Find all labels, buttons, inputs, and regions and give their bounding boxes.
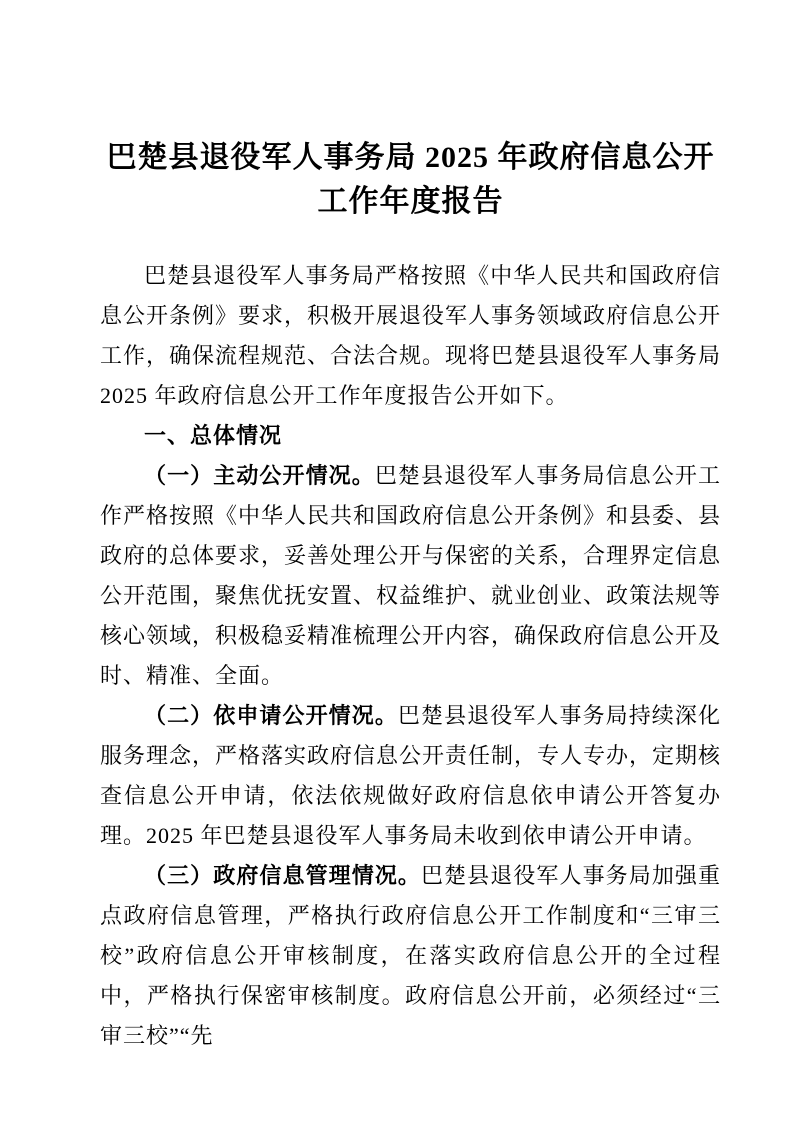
paragraph-disclosure-upon-request	[100, 696, 721, 856]
document-title-line2: 工作年度报告	[317, 185, 504, 218]
paragraph-text-information-management: 巴楚县退役军人事务局加强重点政府信息管理，严格执行政府信息公开工作制度和“三审三校”政府信息公开审核制度，在落实政府信息公开的全过程中，严格执行保密审核制度。政府信息公开前，必须经过“三审三校”“先	[100, 863, 721, 1048]
document-title-line1: 巴楚县退役军人事务局 2025 年政府信息公开	[106, 141, 715, 174]
paragraph-active-disclosure	[100, 456, 721, 696]
paragraph-text-disclosure-upon-request: 巴楚县退役军人事务局持续深化服务理念，严格落实政府信息公开责任制，专人专办，定期核查信息公开申请，依法依规做好政府信息依申请公开答复办理。2025 年巴楚县退役军人事务局未收到依申请公开申请。	[100, 703, 722, 848]
intro-paragraph: 巴楚县退役军人事务局严格按照《中华人民共和国政府信息公开条例》要求，积极开展退役军人事务领域政府信息公开工作，确保流程规范、合法合规。现将巴楚县退役军人事务局 2025 年政府信息公开工作年度报告公开如下。	[100, 263, 722, 408]
document-title	[100, 136, 721, 224]
paragraph-lead-information-management: （三）政府信息管理情况。	[144, 863, 421, 888]
paragraph-lead-disclosure-upon-request: （二）依申请公开情况。	[144, 703, 398, 728]
document-body	[100, 256, 721, 1056]
paragraph-lead-active-disclosure: （一）主动公开情况。	[144, 463, 375, 488]
section-heading-overall-situation: 一、总体情况	[144, 423, 283, 448]
paragraph-information-management	[100, 856, 721, 1056]
paragraph-text-active-disclosure: 巴楚县退役军人事务局信息公开工作严格按照《中华人民共和国政府信息公开条例》和县委、县政府的总体要求，妥善处理公开与保密的关系，合理界定信息公开范围，聚焦优抚安置、权益维护、就业创业、政策法规等核心领域，积极稳妥精准梳理公开内容，确保政府信息公开及时、精准、全面。	[100, 463, 722, 688]
